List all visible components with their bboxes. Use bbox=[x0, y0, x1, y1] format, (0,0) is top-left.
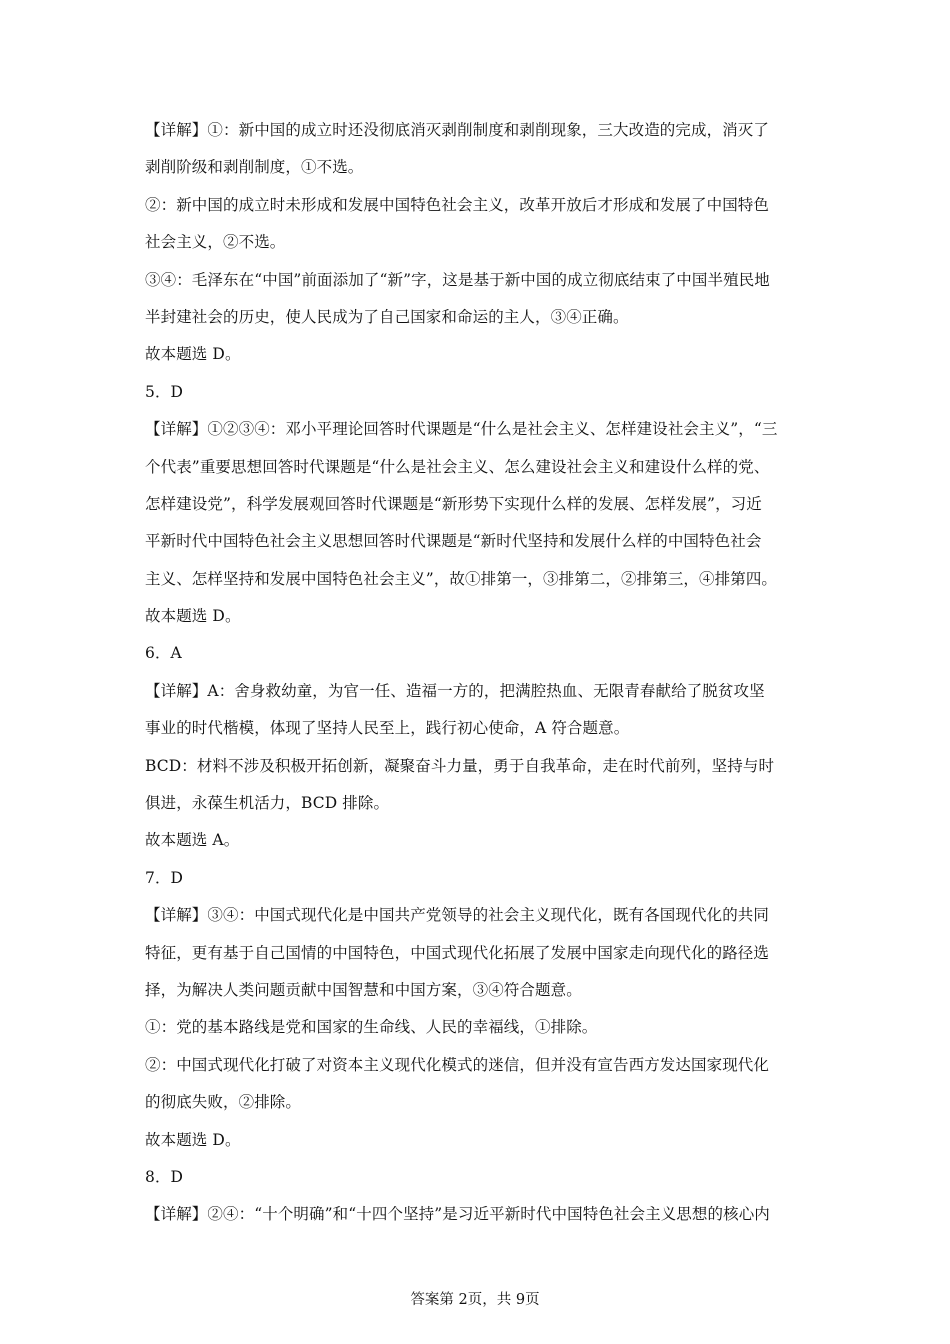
text-line: 7．D bbox=[145, 868, 184, 887]
text-line: 社会主义，②不选。 bbox=[145, 233, 286, 252]
text-line: 故本题选 D。 bbox=[145, 1130, 241, 1149]
text-line: 半封建社会的历史，使人民成为了自己国家和命运的主人，③④正确。 bbox=[145, 307, 629, 326]
text-line: 主义、怎样坚持和发展中国特色社会主义”，故①排第一，③排第二，②排第三，④排第四。 bbox=[145, 569, 778, 588]
page-footer: 答案第 2页，共 9页 bbox=[410, 1292, 540, 1308]
text-line: 故本题选 D。 bbox=[145, 607, 241, 626]
text-line: 8．D bbox=[145, 1167, 184, 1186]
text-line: 平新时代中国特色社会主义思想回答时代课题是“新时代坚持和发展什么样的中国特色社会 bbox=[145, 532, 762, 551]
document-body bbox=[145, 112, 813, 1234]
text-line: 【详解】A：舍身救幼童，为官一任、造福一方的，把满腔热血、无限青春献给了脱贫攻坚 bbox=[145, 681, 765, 700]
text-line: 6．A bbox=[145, 644, 182, 663]
text-line: 的彻底失败，②排除。 bbox=[145, 1093, 302, 1112]
text-line: 故本题选 D。 bbox=[145, 345, 241, 364]
text-line: 剥削阶级和剥削制度，①不选。 bbox=[145, 158, 364, 177]
text-line: 择，为解决人类问题贡献中国智慧和中国方案，③④符合题意。 bbox=[145, 980, 582, 999]
text-line: 【详解】①：新中国的成立时还没彻底消灭剥削制度和剥削现象，三大改造的完成，消灭了 bbox=[145, 121, 770, 139]
text-line: ②：新中国的成立时未形成和发展中国特色社会主义，改革开放后才形成和发展了中国特色 bbox=[145, 195, 770, 214]
text-line: 个代表”重要思想回答时代课题是“什么是社会主义、怎么建设社会主义和建设什么样的党、 bbox=[145, 457, 770, 476]
text-line: 【详解】③④：中国式现代化是中国共产党领导的社会主义现代化，既有各国现代化的共同 bbox=[145, 906, 770, 925]
text-line: ①：党的基本路线是党和国家的生命线、人民的幸福线，①排除。 bbox=[145, 1018, 598, 1037]
text-line: 俱进，永葆生机活力，BCD 排除。 bbox=[145, 794, 390, 813]
text-line: 怎样建设党”，科学发展观回答时代课题是“新形势下实现什么样的发展、怎样发展”，习近 bbox=[145, 494, 762, 513]
text-line: BCD：材料不涉及积极开拓创新，凝聚奋斗力量，勇于自我革命，走在时代前列，坚持与时 bbox=[145, 756, 775, 775]
text-line: ②：中国式现代化打破了对资本主义现代化模式的迷信，但并没有宣告西方发达国家现代化 bbox=[145, 1055, 770, 1074]
text-line: 事业的时代楷模，体现了坚持人民至上，践行初心使命，A 符合题意。 bbox=[145, 719, 630, 738]
text-line: 【详解】②④：“十个明确”和“十四个坚持”是习近平新时代中国特色社会主义思想的核心内 bbox=[145, 1205, 770, 1224]
text-line: ③④：毛泽东在“中国”前面添加了“新”字，这是基于新中国的成立彻底结束了中国半殖民地 bbox=[145, 270, 770, 289]
text-line: 【详解】①②③④：邓小平理论回答时代课题是“什么是社会主义、怎样建设社会主义”，“三 bbox=[145, 420, 778, 439]
text-line: 特征，更有基于自己国情的中国特色，中国式现代化拓展了发展中国家走向现代化的路径选 bbox=[145, 943, 770, 962]
text-line: 故本题选 A。 bbox=[145, 831, 240, 850]
text-line: 5．D bbox=[145, 382, 184, 401]
